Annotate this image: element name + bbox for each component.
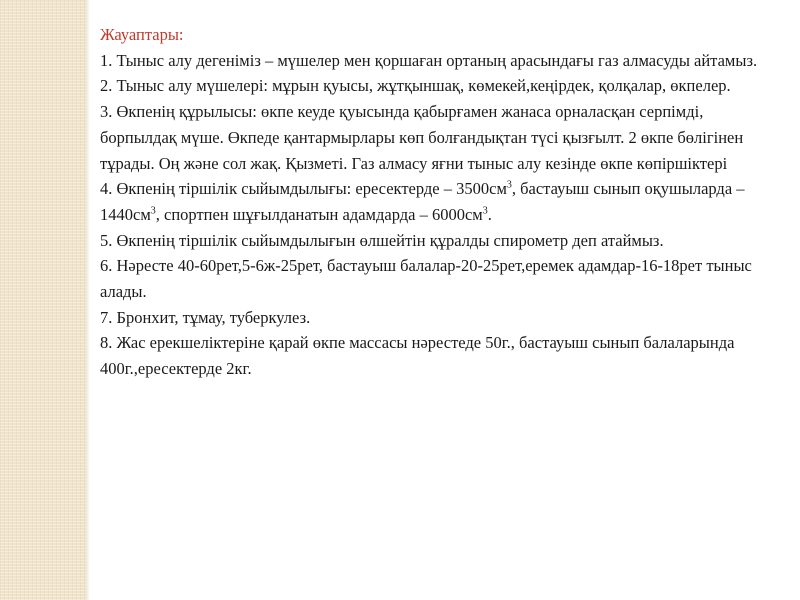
answer-5: 5. Өкпенің тіршілік сыйымдылығын өлшейтін құралды спирометр деп атаймыз. [100, 230, 664, 250]
answer-4 [100, 176, 780, 227]
decorative-side-strip [0, 0, 86, 600]
answers-text-block [100, 22, 780, 382]
answer-6: 6. Нәресте 40-60рет,5-6ж-25рет, бастауыш балалар-20-25рет,еремек адамдар-16-18рет тыныс алады. [100, 256, 752, 302]
answer-4-superscript-1: 3 [506, 179, 512, 191]
answer-4-superscript-3: 3 [482, 205, 488, 217]
answer-8: 8. Жас ерекшеліктеріне қарай өкпе массасы нәрестеде 50г., бастауыш сынып балаларында 400г.,ересектерде 2кг. [100, 333, 735, 379]
answer-4-superscript-2: 3 [150, 205, 156, 217]
answer-2: 2. Тыныс алу мүшелері: мұрын қуысы, жұтқыншақ, көмекей,кеңірдек, қолқалар, өкпелер. [100, 76, 731, 96]
answer-3: 3. Өкпенің құрылысы: өкпе кеуде қуысында қабырғамен жанаса орналасқан серпімді, борпылдақ мүше. Өкпеде қантармырлары көп болғандықтан түсі қызғылт. 2 өкпе бөлігінен тұрады. Оң және сол жақ. Қызметі. Газ алмасу яғни тыныс алу кезінде өкпе көпіршіктері [100, 102, 744, 173]
answers-heading: Жауаптары: [100, 25, 184, 44]
side-strip-shadow [86, 0, 90, 600]
answer-4-part-4: . [487, 204, 492, 224]
answer-4-part-3: , спортпен шұғылданатын адамдарда – 6000см [155, 204, 483, 224]
answer-4-part-2: , бастауыш сынып оқушыларда – 1440см [100, 179, 745, 224]
answer-1: 1. Тыныс алу дегеніміз – мүшелер мен қоршаған ортаның арасындағы газ алмасуды айтамыз. [100, 50, 758, 70]
answer-4-part-1: 4. Өкпенің тіршілік сыйымдылығы: ересектерде – 3500см [100, 179, 507, 199]
answer-7: 7. Бронхит, тұмау, туберкулез. [100, 307, 311, 327]
